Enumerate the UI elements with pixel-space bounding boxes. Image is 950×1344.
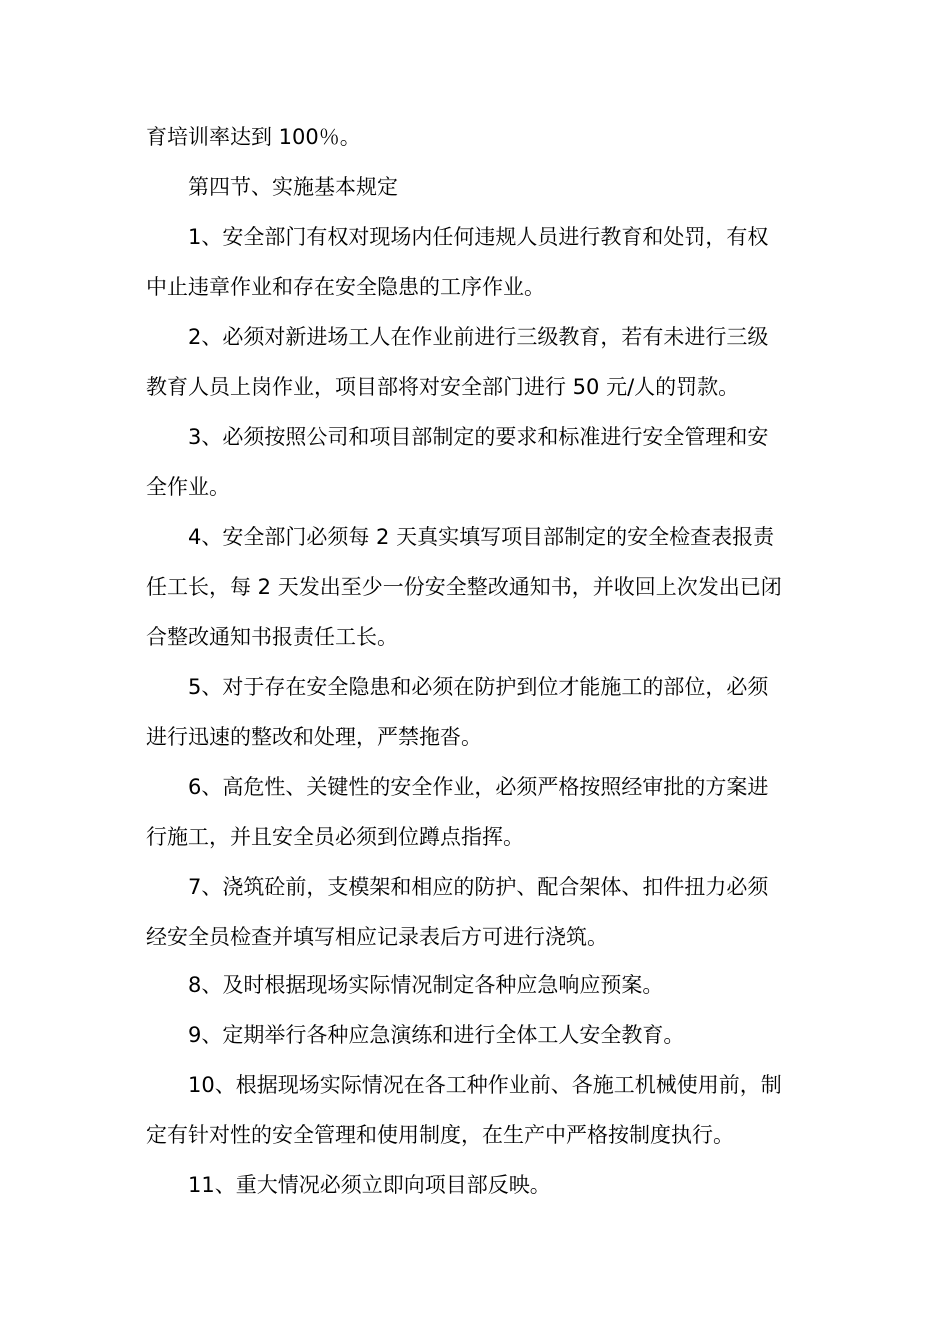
text-line: 合整改通知书报责任工长。 [146,625,398,649]
text-line: 定有针对性的安全管理和使用制度，在生产中严格按制度执行。 [146,1123,734,1147]
text-line: 教育人员上岗作业，项目部将对安全部门进行 50 元/人的罚款。 [146,375,740,399]
text-line: 3、必须按照公司和项目部制定的要求和标准进行安全管理和安 [188,425,769,449]
text-line: 4、安全部门必须每 2 天真实填写项目部制定的安全检查表报责 [188,525,775,549]
text-line: 2、必须对新进场工人在作业前进行三级教育，若有未进行三级 [188,325,769,349]
text-line: 1、安全部门有权对现场内任何违规人员进行教育和处罚，有权 [188,225,769,249]
text-line: 10、根据现场实际情况在各工种作业前、各施工机械使用前，制 [188,1073,782,1097]
text-line: 6、高危性、关键性的安全作业，必须严格按照经审批的方案进 [188,775,769,799]
text-line: 5、对于存在安全隐患和必须在防护到位才能施工的部位，必须 [188,675,769,699]
text-line: 行施工，并且安全员必须到位蹲点指挥。 [146,825,524,849]
section-heading: 第四节、实施基本规定 [188,175,398,199]
text-line: 任工长，每 2 天发出至少一份安全整改通知书，并收回上次发出已闭 [146,575,782,599]
text-line: 进行迅速的整改和处理，严禁拖沓。 [146,725,482,749]
text-line: 经安全员检查并填写相应记录表后方可进行浇筑。 [146,925,608,949]
text-line: 中止违章作业和存在安全隐患的工序作业。 [146,275,545,299]
text-line: 11、重大情况必须立即向项目部反映。 [188,1173,551,1197]
text-line: 7、浇筑砼前，支模架和相应的防护、配合架体、扣件扭力必须 [188,875,769,899]
text-line: 9、定期举行各种应急演练和进行全体工人安全教育。 [188,1023,685,1047]
text-line: 8、及时根据现场实际情况制定各种应急响应预案。 [188,973,664,997]
text-line: 育培训率达到 100％。 [146,125,361,149]
text-line: 全作业。 [146,475,230,499]
